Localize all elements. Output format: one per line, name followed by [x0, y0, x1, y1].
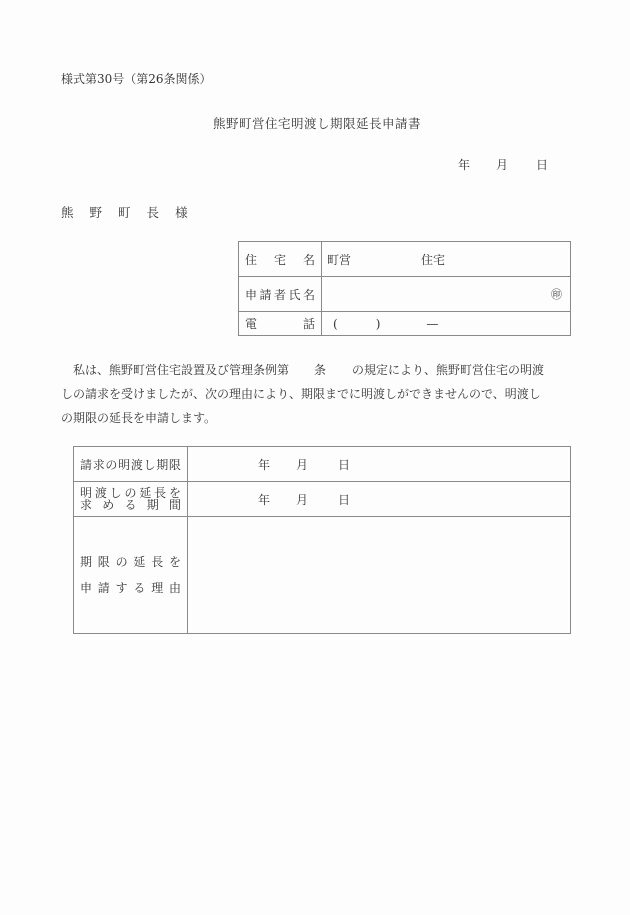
label-char: の: [124, 486, 137, 500]
label-char: 明: [80, 486, 93, 500]
addressee-char: 長: [146, 205, 160, 220]
article-number-field[interactable]: 条: [314, 363, 327, 377]
reason-label: [74, 517, 188, 634]
housing-name-label: [239, 242, 322, 277]
label-char: す: [115, 581, 128, 595]
statement-line1-a: 私は、熊野町営住宅設置及び管理条例第: [61, 363, 290, 377]
label-char: 申: [80, 581, 93, 595]
label-char: 電: [245, 317, 258, 331]
label-char: 氏: [288, 287, 301, 302]
applicant-name-label: [239, 277, 322, 312]
phone-close-paren: ): [375, 316, 381, 331]
label-char: 名: [302, 252, 315, 267]
label-char: 期: [80, 555, 93, 569]
requested-deadline-label: [74, 447, 188, 482]
phone-field[interactable]: [322, 312, 571, 336]
label-char: の: [105, 457, 118, 472]
form-number: 様式第30号（第26条関係）: [61, 72, 212, 86]
extension-period-label: [74, 482, 188, 517]
date-month-label: 月: [496, 158, 509, 172]
label-char: 限: [168, 457, 181, 472]
addressee-char: 野: [89, 205, 103, 220]
label-char: 渡: [94, 486, 107, 500]
applicant-name-field[interactable]: [322, 277, 571, 312]
phone-dash: —: [426, 316, 439, 331]
table-row-housing-name: [239, 242, 571, 277]
statement-line3: の期限の延長を申請します。: [61, 411, 217, 425]
label-char: 間: [168, 498, 181, 512]
label-char: 渡: [130, 457, 143, 472]
label-char: る: [124, 498, 137, 512]
day-label: 日: [338, 492, 351, 507]
date-year-label: 年: [458, 158, 471, 172]
label-char: し: [143, 457, 156, 472]
table-row-requested-deadline: [74, 447, 571, 482]
addressee-char: 熊: [61, 205, 74, 220]
page-title: 熊野町営住宅明渡し期限延長申請書: [213, 116, 422, 131]
label-char: 住: [245, 252, 258, 267]
housing-name-field[interactable]: [322, 242, 571, 277]
statement-line2: しの請求を受けましたが、次の理由により、期限までに明渡しができませんので、明渡し: [61, 387, 541, 401]
applicant-info-table: [238, 241, 571, 336]
housing-suffix: 住宅: [421, 252, 446, 267]
label-char: を: [168, 555, 181, 569]
label-char: 期: [146, 498, 159, 512]
label-char: 延: [133, 555, 146, 569]
label-char: 長: [151, 555, 164, 569]
label-char: 限: [97, 555, 110, 569]
seal-icon: ㊞: [551, 288, 562, 301]
label-char: 申: [245, 287, 258, 302]
phone-label: [239, 312, 322, 336]
label-char: 名: [302, 287, 315, 302]
extension-period-field[interactable]: [188, 482, 571, 517]
table-row-reason: [74, 517, 571, 634]
label-char: 請: [80, 457, 93, 472]
label-char: 長: [154, 486, 167, 500]
label-char: 宅: [273, 252, 286, 267]
addressee-char: 町: [118, 205, 131, 220]
label-char: を: [168, 486, 181, 500]
housing-prefix: 町営: [327, 252, 352, 267]
label-char: め: [102, 498, 115, 512]
label-char: 者: [273, 287, 286, 302]
extension-request-table: [73, 446, 571, 634]
table-row-phone: [239, 312, 571, 336]
year-label: 年: [258, 457, 271, 472]
reason-field[interactable]: [188, 517, 571, 634]
table-row-extension-period: [74, 482, 571, 517]
label-char: 理: [151, 581, 164, 595]
application-date[interactable]: [458, 156, 548, 173]
label-char: 請: [97, 581, 110, 595]
month-label: 月: [296, 492, 309, 507]
addressee: [61, 203, 204, 221]
label-char: 期: [156, 457, 169, 472]
table-row-applicant-name: [239, 277, 571, 312]
label-char: 求: [92, 457, 105, 472]
phone-open-paren: (: [333, 316, 338, 331]
month-label: 月: [296, 457, 309, 472]
label-char: 明: [118, 457, 131, 472]
requested-deadline-field[interactable]: [188, 447, 571, 482]
day-label: 日: [338, 457, 351, 472]
statement-text: [61, 358, 576, 430]
label-char: 延: [139, 486, 152, 500]
label-char: 請: [259, 287, 272, 302]
statement-line1-c: の規定により、熊野町営住宅の明渡: [352, 363, 545, 377]
label-char: 話: [302, 317, 315, 331]
label-char: 求: [80, 498, 93, 512]
label-char: 由: [168, 581, 181, 595]
date-day-label: 日: [536, 158, 549, 172]
label-char: し: [109, 486, 122, 500]
addressee-char: 様: [175, 205, 188, 220]
label-char: の: [115, 555, 128, 569]
year-label: 年: [258, 492, 271, 507]
label-char: る: [133, 581, 146, 595]
